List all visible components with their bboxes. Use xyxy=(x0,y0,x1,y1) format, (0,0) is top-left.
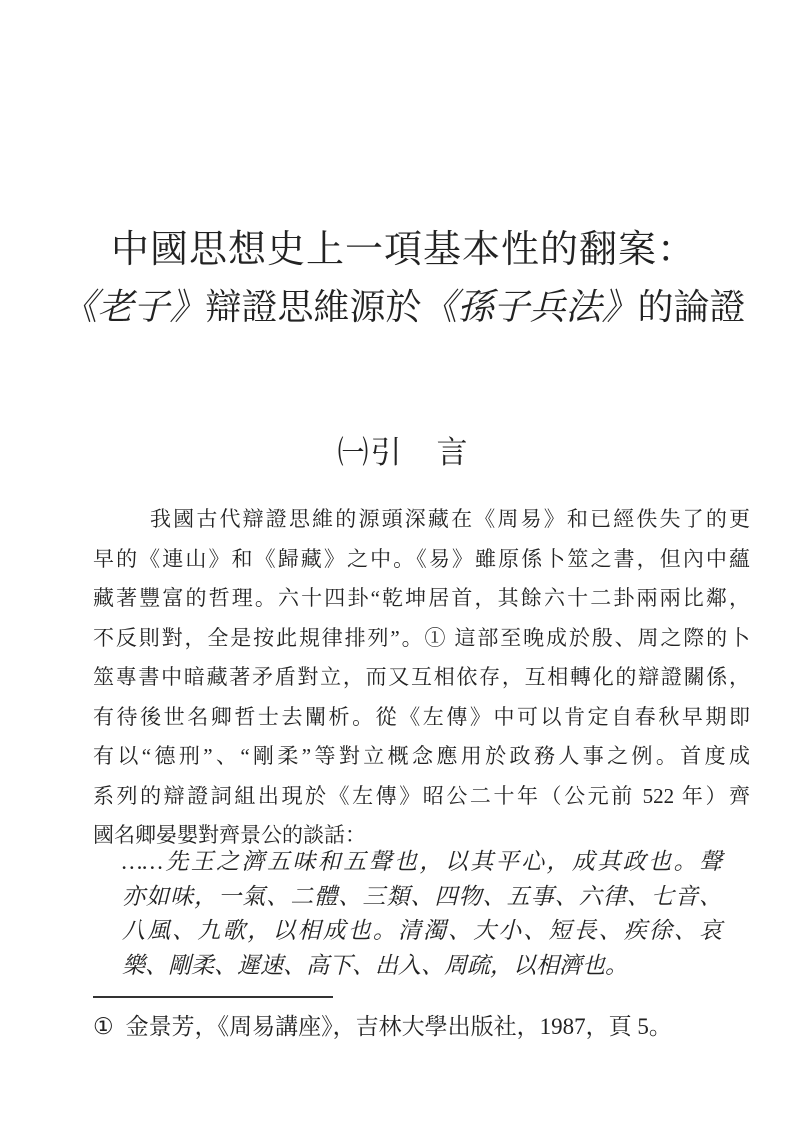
title-end-text: 的論證 xyxy=(637,287,746,327)
paragraph-line: 早的《連山》和《歸藏》之中。《易》雖原係卜筮之書，但內中蘊 xyxy=(93,546,750,571)
zuozhuan-quote-block xyxy=(122,845,722,983)
section-heading-introduction: ㈠引 言 xyxy=(337,435,470,470)
paragraph-line: 我國古代辯證思維的源頭深藏在《周易》和已經佚失了的更 xyxy=(150,507,750,531)
title-line-2 xyxy=(0,279,807,336)
quote-line: 八風、九歌，以相成也。清濁、大小、短長、疾徐、哀 xyxy=(122,918,722,943)
paragraph-line: 系列的辯證詞組出現於《左傳》昭公二十年（公元前 522 年）齊 xyxy=(93,783,750,808)
paragraph-line: 國名卿晏嬰對齊景公的談話： xyxy=(93,823,366,847)
title-book-laozi: 《老子》 xyxy=(61,287,206,327)
quote-line: 樂、剛柔、遲速、高下、出入、周疏，以相濟也。 xyxy=(122,952,628,978)
footnote-1 xyxy=(93,1010,750,1044)
paragraph-line: 藏著豐富的哲理。六十四卦“乾坤居首，其餘六十二卦兩兩比鄰， xyxy=(93,586,750,610)
quote-line: 亦如味，一氣、二體、三類、四物、五事、六律、七音、 xyxy=(122,883,722,909)
title-line-1: 中國思想史上一項基本性的翻案： xyxy=(110,229,696,271)
quote-line: ……先王之濟五味和五聲也，以其平心，成其政也。聲 xyxy=(122,849,722,874)
paragraph-line: 有以“德刑”、“剛柔”等對立概念應用於政務人事之例。首度成 xyxy=(93,744,750,768)
paragraph-introduction xyxy=(93,500,750,856)
footnote-divider xyxy=(93,996,333,998)
paragraph-line: 筮專書中暗藏著矛盾對立，而又互相依存，互相轉化的辯證關係， xyxy=(93,665,750,689)
paragraph-line: 有待後世名卿哲士去闡析。從《左傳》中可以肯定自春秋早期即 xyxy=(93,704,750,729)
paper-title xyxy=(0,222,807,336)
title-mid-text: 辯證思維源於 xyxy=(205,287,422,327)
paragraph-line: 不反則對，全是按此規律排列”。① 這部至晚成於殷、周之際的卜 xyxy=(93,625,750,650)
footnote-text: 金景芳，《周易講座》，吉林大學出版社，1987，頁 5。 xyxy=(125,1014,672,1039)
footnote-marker: ① xyxy=(93,1014,114,1039)
title-book-sunzi-bingfa: 《孫子兵法》 xyxy=(421,287,638,327)
